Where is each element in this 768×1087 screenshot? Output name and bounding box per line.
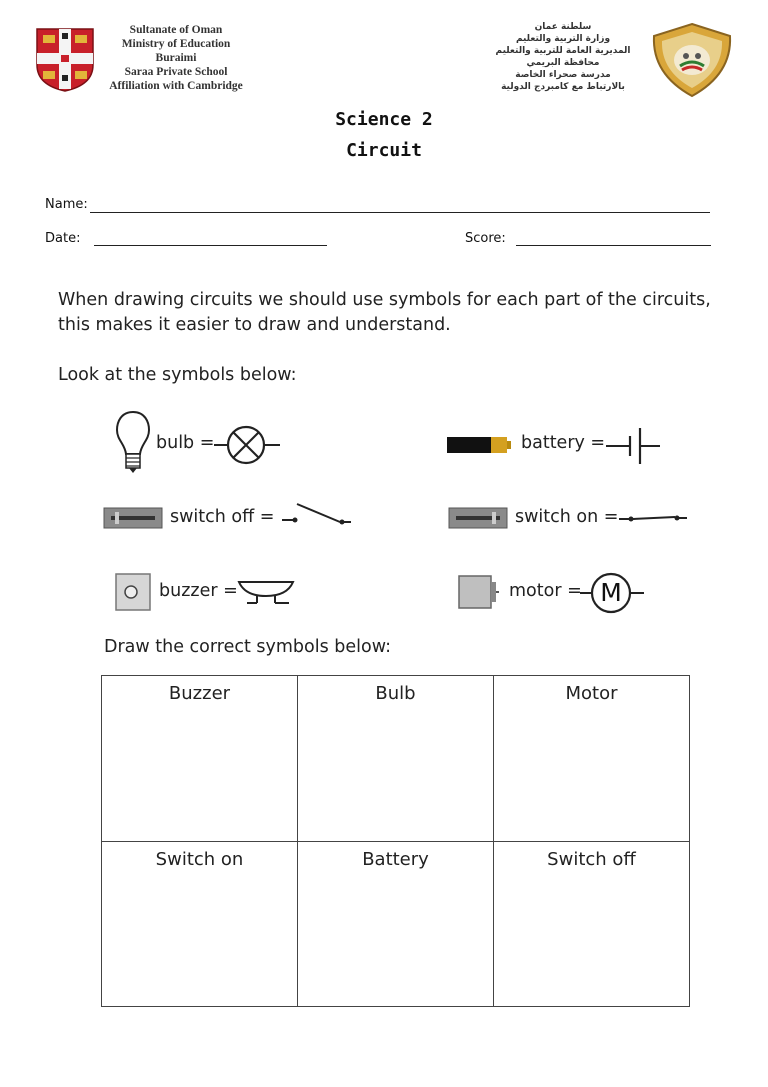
school-line-ar: المديرية العامة للتربية والتعليم — [495, 46, 631, 56]
bulb-label: bulb = — [156, 433, 215, 453]
school-line: Buraimi — [155, 52, 197, 64]
bulb-symbol — [214, 424, 282, 470]
grid-cell-label: Battery — [362, 848, 429, 870]
school-badge-logo — [650, 22, 734, 98]
name-line[interactable] — [90, 212, 710, 213]
grid-cell-label: Motor — [565, 683, 618, 704]
score-field[interactable] — [465, 231, 506, 246]
bulb-picture — [115, 410, 151, 478]
school-line-ar: مدرسة صحراء الخاصة — [515, 70, 611, 80]
grid-cell-switch-off[interactable] — [494, 841, 690, 1007]
grid-row — [102, 841, 690, 1007]
motor-label: motor = — [509, 581, 582, 601]
battery-picture — [446, 434, 512, 460]
motor-picture — [455, 574, 499, 614]
grid-cell-buzzer[interactable] — [102, 676, 298, 842]
motor-symbol-letter: M — [600, 578, 622, 607]
switch-off-symbol — [280, 500, 352, 534]
school-name-arabic — [478, 21, 648, 93]
grid-cell-switch-on[interactable] — [102, 841, 298, 1007]
grid-cell-label: Bulb — [375, 683, 416, 704]
switch-off-label: switch off = — [170, 507, 275, 527]
intro-paragraph: When drawing circuits we should use symbols for each part of the circuits, this makes it easier to draw and understand. — [58, 290, 711, 335]
switch-on-picture — [448, 506, 508, 534]
school-line: Ministry of Education — [121, 38, 231, 50]
draw-instruction: Draw the correct symbols below: — [104, 637, 391, 657]
date-field[interactable] — [45, 231, 80, 246]
grid-cell-label: Buzzer — [168, 683, 231, 704]
school-crest-logo — [35, 27, 95, 93]
date-line[interactable] — [94, 245, 327, 246]
school-line: Saraa Private School — [124, 66, 228, 78]
switch-on-label: switch on = — [515, 507, 619, 527]
switch-off-picture — [103, 506, 163, 534]
school-line-ar: وزارة التربية والتعليم — [515, 34, 611, 44]
drawing-grid — [101, 675, 690, 1007]
buzzer-picture — [115, 573, 151, 615]
name-label: Name: — [45, 197, 88, 212]
grid-cell-label: Switch on — [155, 848, 244, 870]
switch-on-symbol — [617, 508, 689, 532]
score-line[interactable] — [516, 245, 711, 246]
battery-label: battery = — [521, 433, 606, 453]
look-instruction: Look at the symbols below: — [58, 365, 297, 385]
school-line-ar: بالارتباط مع كامبردج الدولية — [501, 82, 625, 92]
grid-cell-battery[interactable] — [298, 841, 494, 1007]
school-line-ar: محافظة البريمي — [526, 58, 600, 68]
page-subtitle: Circuit — [346, 140, 422, 161]
buzzer-label: buzzer = — [159, 581, 238, 601]
grid-cell-label: Switch off — [547, 848, 636, 870]
page-title: Science 2 — [335, 109, 433, 130]
grid-cell-motor[interactable] — [494, 676, 690, 842]
score-label: Score: — [465, 231, 506, 246]
grid-row — [102, 676, 690, 842]
school-name-english — [96, 23, 256, 93]
school-line: Affiliation with Cambridge — [109, 80, 243, 92]
date-label: Date: — [45, 231, 81, 246]
battery-symbol — [606, 426, 662, 470]
school-line-ar: سلطنة عمان — [534, 22, 592, 32]
name-field[interactable] — [45, 197, 88, 212]
school-line: Sultanate of Oman — [129, 24, 223, 36]
grid-cell-bulb[interactable] — [298, 676, 494, 842]
buzzer-symbol — [237, 576, 297, 610]
